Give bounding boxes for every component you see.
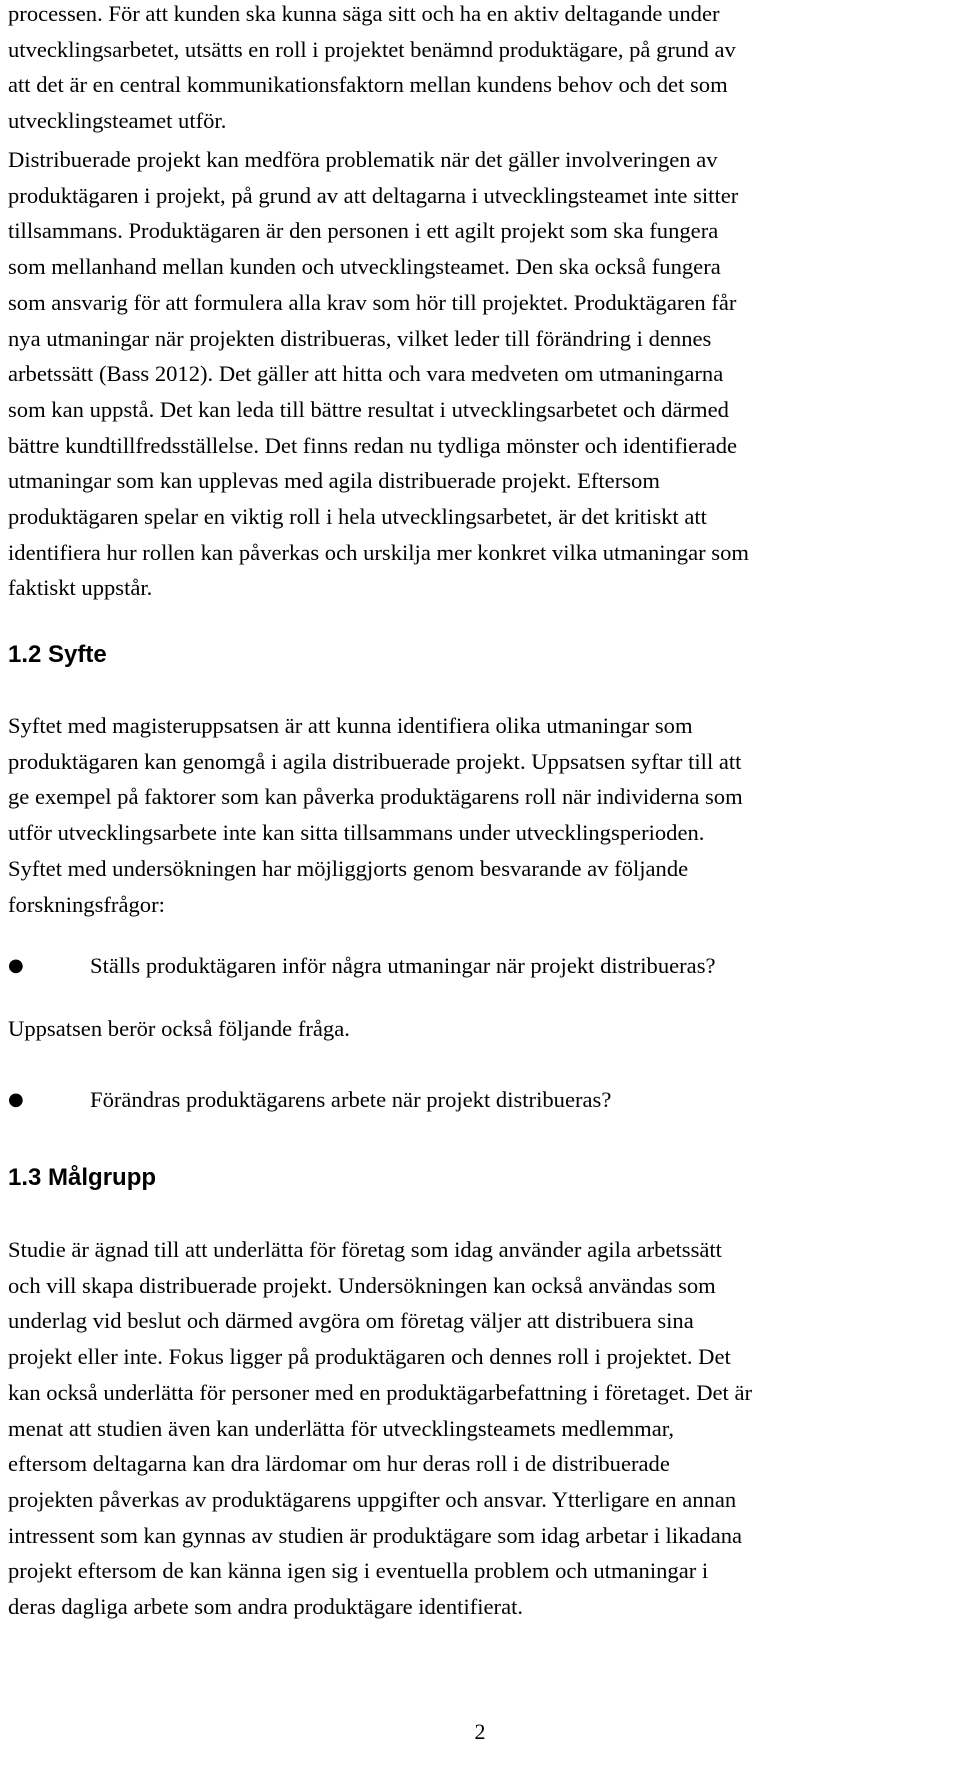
- text-line: kan också underlätta för personer med en produktägarbefattning i företaget. Det är: [8, 1379, 753, 1405]
- text-line: processen. För att kunden ska kunna säga sitt och ha en aktiv deltagande under: [8, 1, 720, 26]
- research-question-text: Ställs produktägaren inför några utmaningar när projekt distribueras?: [90, 953, 716, 978]
- text-line: intressent som kan gynnas av studien är produktägare som idag arbetar i likadana: [8, 1522, 743, 1548]
- section-heading-target-group: 1.3 Målgrupp: [8, 1164, 157, 1191]
- bullet-icon: ●: [8, 1089, 24, 1110]
- text-line: faktiskt uppstår.: [8, 575, 153, 601]
- followup-sentence: Uppsatsen berör också följande fråga.: [8, 1016, 350, 1041]
- text-line: identifiera hur rollen kan påverkas och urskilja mer konkret vilka utmaningar som: [8, 539, 749, 565]
- text-line: underlag vid beslut och därmed avgöra om företag väljer att distribuera sina: [8, 1308, 694, 1334]
- text-line: arbetssätt (Bass 2012). Det gäller att hitta och vara medveten om utmaningarna: [8, 361, 724, 387]
- text-line: som ansvarig för att formulera alla krav som hör till projektet. Produktägaren får: [8, 289, 737, 315]
- text-line: att det är en central kommunikationsfaktorn mellan kundens behov och det som: [8, 72, 728, 98]
- text-line: produktägaren kan genomgå i agila distribuerade projekt. Uppsatsen syftar till att: [8, 748, 742, 774]
- text-line: produktägaren i projekt, på grund av att deltagarna i utvecklingsteamet inte sitter: [8, 182, 739, 208]
- section-heading-purpose: 1.2 Syfte: [8, 641, 107, 668]
- text-line: eftersom deltagarna kan dra lärdomar om hur deras roll i de distribuerade: [8, 1451, 670, 1477]
- text-line: projekt eller inte. Fokus ligger på produktägaren och dennes roll i projektet. Det: [8, 1344, 731, 1370]
- text-line: utvecklingsarbetet, utsätts en roll i projektet benämnd produktägare, på grund av: [8, 36, 736, 62]
- text-line: menat att studien även kan underlätta för utvecklingsteamets medlemmar,: [8, 1415, 675, 1441]
- research-question-text: Förändras produktägarens arbete när projekt distribueras?: [90, 1087, 612, 1112]
- purpose-paragraph: [8, 708, 938, 922]
- text-line: utför utvecklingsarbete inte kan sitta tillsammans under utvecklingsperioden.: [8, 820, 705, 846]
- text-line: deras dagliga arbete som andra produktägare identifierat.: [8, 1594, 524, 1620]
- text-line: utvecklingsteamet utför.: [8, 108, 227, 134]
- text-line: produktägaren spelar en viktig roll i hela utvecklingsarbetet, är det kritiskt att: [8, 504, 707, 530]
- target-group-paragraph: [8, 1232, 938, 1625]
- bullet-icon: ●: [8, 955, 24, 976]
- text-line: bättre kundtillfredsställelse. Det finns redan nu tydliga mönster och identifierade: [8, 432, 738, 458]
- text-line: utmaningar som kan upplevas med agila distribuerade projekt. Eftersom: [8, 468, 660, 494]
- text-line: som mellanhand mellan kunden och utvecklingsteamet. Den ska också fungera: [8, 254, 721, 280]
- text-line: tillsammans. Produktägaren är den personen i ett agilt projekt som ska fungera: [8, 218, 719, 244]
- page-number: 2: [474, 1719, 486, 1744]
- text-line: Studie är ägnad till att underlätta för företag som idag använder agila arbetssätt: [8, 1237, 722, 1262]
- text-line: nya utmaningar när projekten distribueras, vilket leder till förändring i dennes: [8, 325, 712, 351]
- distributed-paragraph: [8, 142, 938, 606]
- text-line: som kan uppstå. Det kan leda till bättre resultat i utvecklingsarbetet och därmed: [8, 396, 729, 422]
- text-line: Syftet med undersökningen har möjliggjorts genom besvarande av följande: [8, 855, 689, 881]
- text-line: och vill skapa distribuerade projekt. Undersökningen kan också användas som: [8, 1272, 716, 1298]
- text-line: forskningsfrågor:: [8, 891, 165, 917]
- intro-paragraph: [8, 0, 938, 139]
- text-line: projekt eftersom de kan känna igen sig i eventuella problem och utmaningar i: [8, 1558, 709, 1584]
- text-line: projekten påverkas av produktägarens uppgifter och ansvar. Ytterligare en annan: [8, 1486, 737, 1512]
- text-line: ge exempel på faktorer som kan påverka produktägarens roll när individerna som: [8, 784, 743, 810]
- text-line: Distribuerade projekt kan medföra problematik när det gäller involveringen av: [8, 147, 718, 172]
- text-line: Syftet med magisteruppsatsen är att kunna identifiera olika utmaningar som: [8, 713, 693, 738]
